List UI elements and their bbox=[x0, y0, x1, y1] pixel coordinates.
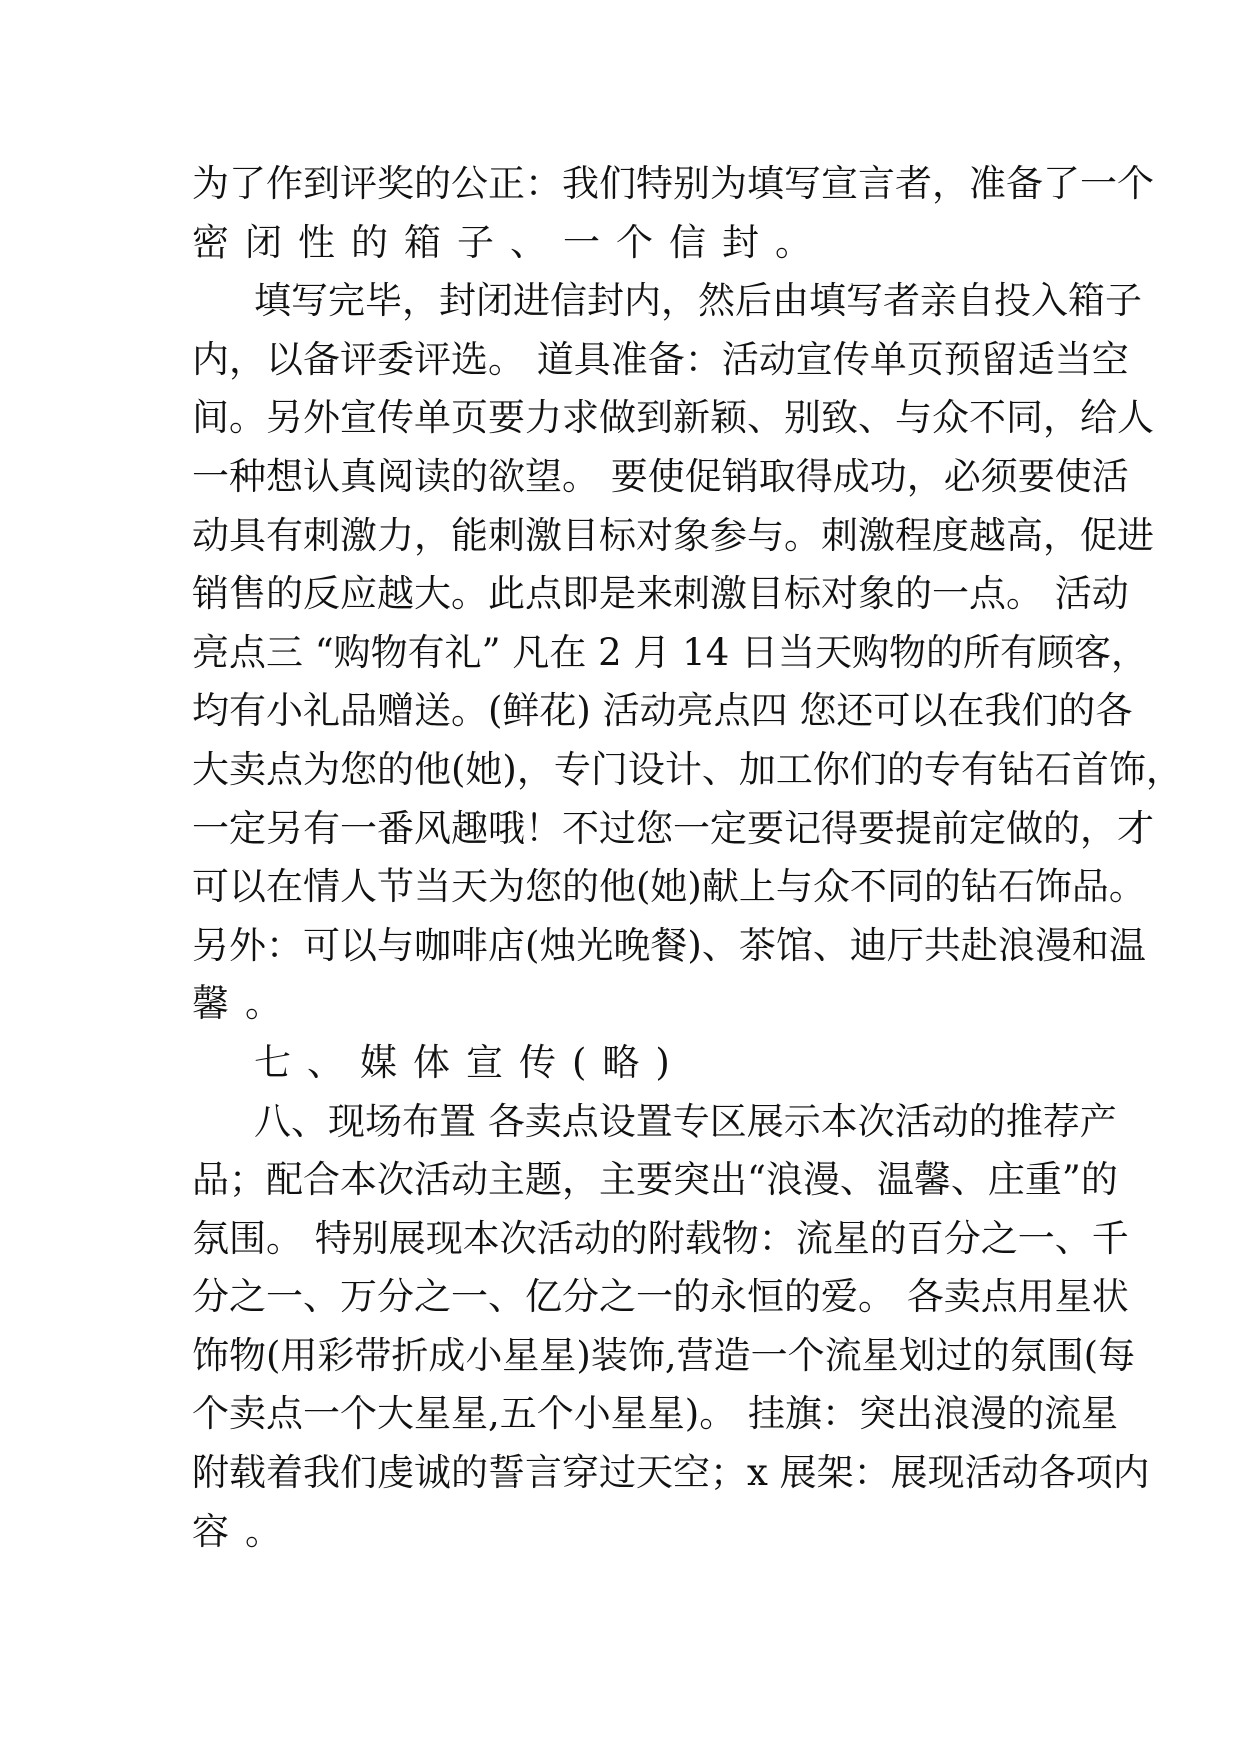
text-line: 密闭性的箱子、一个信封。 bbox=[192, 220, 828, 264]
text-line: 分之一、万分之一、亿分之一的永恒的爱。 各卖点用星状 bbox=[192, 1275, 1129, 1319]
text-line: 一定另有一番风趣哦！不过您一定要记得要提前定做的，才 bbox=[192, 806, 1154, 850]
text-line: 饰物(用彩带折成小星星)装饰,营造一个流星划过的氛围(每 bbox=[192, 1333, 1136, 1377]
text-line: 为了作到评奖的公正：我们特别为填写宣言者，准备了一个 bbox=[192, 162, 1154, 205]
document-page bbox=[192, 155, 1183, 1561]
text-line: 销售的反应越大。此点即是来刺激目标对象的一点。 活动 bbox=[192, 572, 1129, 616]
text-line: 馨。 bbox=[192, 982, 298, 1026]
paragraph bbox=[192, 1034, 1052, 1093]
text-line: 七、媒体宣传(略) bbox=[254, 1040, 686, 1084]
text-line: 附载着我们虔诚的誓言穿过天空；x 展架：展现活动各项内 bbox=[192, 1451, 1150, 1495]
text-line: 个卖点一个大星星,五个小星星)。 挂旗：突出浪漫的流星 bbox=[192, 1392, 1118, 1436]
text-line: 大卖点为您的他(她)，专门设计、加工你们的专有钻石首饰， bbox=[192, 747, 1183, 791]
text-line: 品；配合本次活动主题，主要突出“浪漫、温馨、庄重”的 bbox=[192, 1158, 1118, 1202]
text-line: 亮点三 “购物有礼” 凡在 2 月 14 日当天购物的所有顾客， bbox=[192, 630, 1149, 674]
text-line: 容。 bbox=[192, 1509, 298, 1553]
text-line: 均有小礼品赠送。(鲜花) 活动亮点四 您还可以在我们的各 bbox=[192, 689, 1133, 733]
text-line: 内，以备评委评选。 道具准备：活动宣传单页预留适当空 bbox=[192, 337, 1129, 381]
text-line: 间。另外宣传单页要力求做到新颖、别致、与众不同，给人 bbox=[192, 396, 1154, 440]
text-line: 另外：可以与咖啡店(烛光晚餐)、茶馆、迪厅共赴浪漫和温 bbox=[192, 923, 1146, 967]
paragraph bbox=[192, 272, 1183, 1034]
text-line: 填写完毕，封闭进信封内，然后由填写者亲自投入箱子 bbox=[254, 279, 1142, 323]
text-line: 一种想认真阅读的欲望。 要使促销取得成功，必须要使活 bbox=[192, 454, 1129, 498]
text-line: 氛围。 特别展现本次活动的附载物：流星的百分之一、千 bbox=[192, 1216, 1129, 1260]
text-line: 动具有刺激力，能刺激目标对象参与。刺激程度越高，促进 bbox=[192, 513, 1154, 557]
paragraph bbox=[192, 1093, 1150, 1562]
paragraph bbox=[192, 155, 1154, 272]
text-line: 八、现场布置 各卖点设置专区展示本次活动的推荐产 bbox=[254, 1099, 1117, 1143]
text-line: 可以在情人节当天为您的他(她)献上与众不同的钻石饰品。 bbox=[192, 865, 1146, 909]
